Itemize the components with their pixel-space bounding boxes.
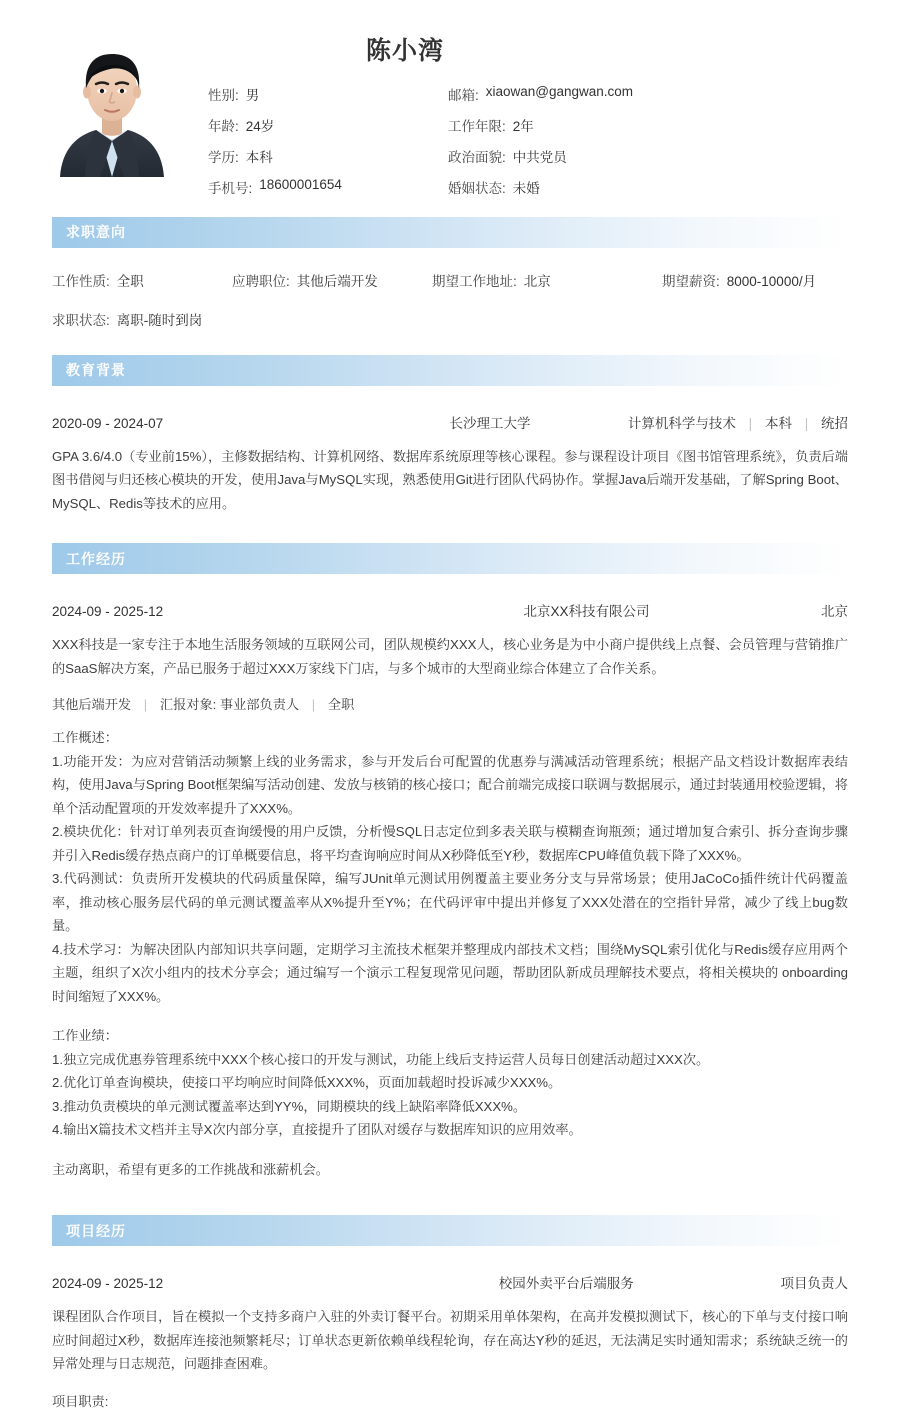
project-background: 课程团队合作项目，旨在模拟一个支持多商户入驻的外卖订餐平台。初期采用单体架构，在高并发模拟测试下，核心的下单与支付接口响应时间超过X秒，数据库连接池频繁耗尽；订单状态更新依赖单线程轮询，存在高达Y秒的延迟，无法满足实时通知需求；系统缺乏统一的异常处理与日志规范，问题排查困难。	[52, 1305, 848, 1376]
education-degree: 本科	[765, 416, 792, 431]
spacer	[0, 1201, 900, 1215]
project-entry-head	[52, 1246, 848, 1292]
profile-field-phone	[208, 177, 448, 197]
education-admission: 统招	[821, 416, 848, 431]
spacer	[0, 197, 900, 217]
intent-value: 离职-随时到岗	[117, 309, 203, 329]
profile-field-label: 性别:	[208, 84, 239, 104]
profile-field-political	[448, 146, 848, 166]
profile-photo	[52, 36, 172, 177]
resume-header	[0, 0, 900, 197]
work-position: 其他后端开发	[52, 697, 131, 712]
intent-item-job-status	[52, 309, 202, 329]
profile-field-value: xiaowan@gangwan.com	[486, 84, 633, 104]
project-duty-title: 项目职责:	[52, 1390, 848, 1413]
intent-label: 求职状态:	[52, 309, 110, 329]
profile-field-value: 中共党员	[513, 146, 567, 166]
intent-row-status	[52, 290, 848, 355]
intent-value: 其他后端开发	[297, 270, 378, 290]
work-leave-reason: 主动离职，希望有更多的工作挑战和涨薪机会。	[52, 1158, 848, 1182]
work-job-type: 全职	[328, 697, 354, 712]
profile-field-value: 本科	[246, 146, 273, 166]
intent-item-position	[232, 270, 432, 290]
profile-field-label: 邮箱:	[448, 84, 479, 104]
education-major: 计算机科学与技术	[628, 416, 736, 431]
work-summary-item-1: 1.功能开发：为应对营销活动频繁上线的业务需求，参与开发后台可配置的优惠券与满减活动管理系统；根据产品文档设计数据库表结构，使用Java与Spring Boot框架编写活动创建、发放与核销的核心接口；配合前端完成接口联调与数据展示，通过封装通用校验逻辑，将单个活动配置项的开发效率提升了XXX%。	[52, 750, 848, 821]
profile-field-value: 未婚	[513, 177, 540, 197]
intent-label: 期望工作地址:	[432, 270, 517, 290]
work-company: 北京XX科技有限公司	[352, 600, 821, 620]
profile-field-degree	[208, 146, 448, 166]
work-position-meta	[52, 694, 848, 713]
profile-field-label: 婚姻状态:	[448, 177, 506, 197]
divider: |	[312, 697, 315, 712]
profile-field-gender	[208, 84, 448, 104]
work-summary-item-3: 3.代码测试：负责所开发模块的代码质量保障，编写JUnit单元测试用例覆盖主要业务分支与异常场景；使用JaCoCo插件统计代码覆盖率，推动核心服务层代码的单元测试覆盖率从X%提升至Y%；在代码评审中提出并修复了XXX处潜在的空指针异常，减少了线上bug数量。	[52, 867, 848, 938]
intent-item-job-nature	[52, 270, 232, 290]
intent-label: 应聘职位:	[232, 270, 290, 290]
section-title: 教育背景	[66, 360, 126, 380]
profile-field-value: 24岁	[246, 115, 275, 135]
section-body-project	[0, 1246, 900, 1413]
divider: |	[805, 416, 809, 431]
section-title: 工作经历	[66, 549, 126, 569]
work-company-intro: XXX科技是一家专注于本地生活服务领域的互联网公司，团队规模约XXX人，核心业务是为中小商户提供线上点餐、会员管理与营销推广的SaaS解决方案，产品已服务于超过XXX万家线下门店，与多个城市的大型商业综合体建立了合作关系。	[52, 633, 848, 680]
work-location: 北京	[821, 600, 848, 620]
section-body-education	[0, 386, 900, 544]
work-entry-head	[52, 574, 848, 620]
section-header-work	[52, 543, 848, 574]
education-entry-head	[52, 386, 848, 432]
intent-item-salary	[662, 270, 816, 290]
profile-field-experience	[448, 115, 848, 135]
profile-field-value: 18600001654	[259, 177, 342, 197]
education-school: 长沙理工大学	[352, 412, 628, 432]
profile-field-value: 2年	[513, 115, 534, 135]
education-date: 2020-09 - 2024-07	[52, 416, 352, 431]
profile-field-label: 政治面貌:	[448, 146, 506, 166]
profile-field-label: 学历:	[208, 146, 239, 166]
work-summary-title: 工作概述：	[52, 726, 848, 750]
profile-field-marital	[448, 177, 848, 197]
divider: |	[749, 416, 753, 431]
work-summary-item-2: 2.模块优化：针对订单列表页查询缓慢的用户反馈，分析慢SQL日志定位到多表关联与模糊查询瓶颈；通过增加复合索引、拆分查询步骤并引入Redis缓存热点商户的订单概要信息，将平均查询响应时间从X秒降低至Y秒，数据库CPU峰值负载下降了XXX%。	[52, 820, 848, 867]
work-date: 2024-09 - 2025-12	[52, 604, 352, 619]
section-header-intent	[52, 217, 848, 248]
intent-row-primary	[52, 248, 848, 290]
education-meta	[628, 412, 848, 432]
section-title: 项目经历	[66, 1221, 126, 1241]
section-body-intent	[0, 248, 900, 355]
work-achievement-title: 工作业绩：	[52, 1024, 848, 1048]
work-summary-item-4: 4.技术学习：为解决团队内部知识共享问题，定期学习主流技术框架并整理成内部技术文档；围绕MySQL索引优化与Redis缓存应用两个主题，组织了X次小组内的技术分享会；通过编写一个演示工程复现常见问题，帮助团队新成员理解技术要点，将相关模块的 onboarding 时间缩短了XXX%。	[52, 938, 848, 1009]
profile-field-email	[448, 84, 848, 104]
intent-label: 期望薪资:	[662, 270, 720, 290]
work-achievement-item-4: 4.输出X篇技术文档并主导X次内部分享，直接提升了团队对缓存与数据库知识的应用效率。	[52, 1118, 848, 1142]
work-achievement-item-1: 1.独立完成优惠券管理系统中XXX个核心接口的开发与测试，功能上线后支持运营人员每日创建活动超过XXX次。	[52, 1048, 848, 1072]
project-name: 校园外卖平台后端服务	[352, 1272, 781, 1292]
section-header-education	[52, 355, 848, 386]
intent-value: 8000-10000/月	[727, 270, 816, 290]
intent-value: 全职	[117, 270, 144, 290]
intent-label: 工作性质:	[52, 270, 110, 290]
project-role: 项目负责人	[781, 1272, 849, 1292]
work-achievement-item-2: 2.优化订单查询模块，使接口平均响应时间降低XXX%，页面加载超时投诉减少XXX%。	[52, 1071, 848, 1095]
profile-field-value: 男	[246, 84, 260, 104]
header-main	[172, 36, 848, 197]
education-description: GPA 3.6/4.0（专业前15%），主修数据结构、计算机网络、数据库系统原理等核心课程。参与课程设计项目《图书馆管理系统》，负责后端图书借阅与归还核心模块的开发，使用Java与MySQL实现，熟悉使用Git进行团队代码协作。掌握Java后端开发基础，了解Spring Boot、MySQL、Redis等技术的应用。	[52, 445, 848, 516]
work-achievement-item-3: 3.推动负责模块的单元测试覆盖率达到YY%，同期模块的线上缺陷率降低XXX%。	[52, 1095, 848, 1119]
profile-info-grid	[208, 84, 848, 197]
profile-field-label: 工作年限:	[448, 115, 506, 135]
profile-field-label: 年龄:	[208, 115, 239, 135]
profile-field-label: 手机号:	[208, 177, 252, 197]
project-date: 2024-09 - 2025-12	[52, 1276, 352, 1291]
divider: |	[144, 697, 147, 712]
intent-value: 北京	[524, 270, 551, 290]
work-report-to: 汇报对象: 事业部负责人	[160, 697, 299, 712]
intent-item-location	[432, 270, 662, 290]
section-body-work	[0, 574, 900, 1201]
profile-field-age	[208, 115, 448, 135]
section-title: 求职意向	[66, 222, 126, 242]
section-header-project	[52, 1215, 848, 1246]
page-title: 陈小湾	[366, 38, 848, 66]
